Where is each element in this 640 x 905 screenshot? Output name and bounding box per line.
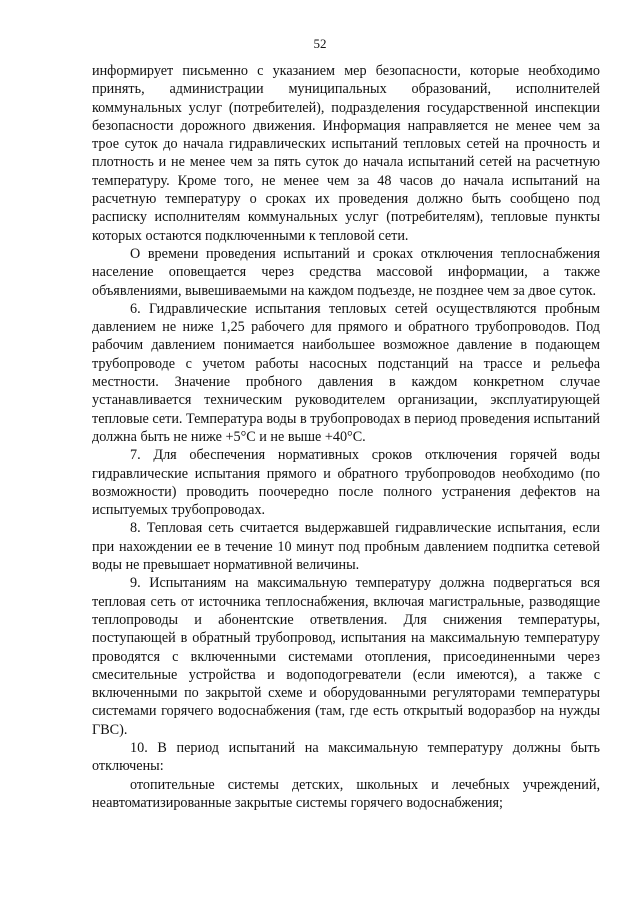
paragraph-item-10-list: отопительные системы детских, школьных и лечебных учреждений, неавтоматизированные закрытые системы горячего водоснабжения; xyxy=(92,776,600,811)
paragraph-item-7: 7. Для обеспечения нормативных сроков отключения горячей воды гидравлические испытания прямого и обратного трубопроводов необходимо (по возможности) проводить поочередно после полного устранения дефектов на испытуемых трубопроводах. xyxy=(92,447,600,519)
paragraph-item-8: 8. Тепловая сеть считается выдержавшей гидравлические испытания, если при нахождении ее в течение 10 минут под пробным давлением подпитка сетевой воды не превышает нормативной величины. xyxy=(92,520,600,574)
paragraph-item-10: 10. В период испытаний на максимальную температуру должны быть отключены: xyxy=(92,739,600,775)
paragraph-item-9: 9. Испытаниям на максимальную температуру должна подвергаться вся тепловая сеть от источника теплоснабжения, включая магистральные, разводящие теплопроводы и абонентские ответвления. Для снижения температуры, поступающей в обратный трубопровод, испытания на максимальную температуру проводятся с включенными системами отопления, присоединенными через смесительные устройства и водоподогреватели (если имеются), а также с включенными по закрытой схеме и оборудованными регуляторами температуры системами горячего водоснабжения (там, где есть открытый водоразбор на нужды ГВС). xyxy=(92,575,600,738)
paragraph-outage-notice: О времени проведения испытаний и сроках отключения теплоснабжения население оповещается через средства массовой информации, а также объявлениями, вывешиваемыми на каждом подъезде, не позднее чем за двое суток. xyxy=(92,245,600,299)
paragraph-notification-continued: информирует письменно с указанием мер безопасности, которые необходимо принять, администрации муниципальных образований, исполнителей коммунальных услуг (потребителей), подразделения государственной инспекции безопасности дорожного движения. Информация направляется не менее чем за трое суток до начала гидравлических испытаний тепловых сетей на прочность и плотность и не менее чем за пять суток до начала испытаний сетей на расчетную температуру. Кроме того, не менее чем за 48 часов до начала испытаний на расчетную температуру о сроках их проведения должно быть сообщено под расписку исполнителям коммунальных услуг (потребителям), тепловые пункты которых остаются подключенными к тепловой сети. xyxy=(92,63,600,244)
document-body xyxy=(92,62,600,812)
paragraph-item-6: 6. Гидравлические испытания тепловых сетей осуществляются пробным давлением не ниже 1,25 рабочего для прямого и обратного трубопроводов. Под рабочим давлением понимается наибольшее возможное давление в подающем трубопроводе с учетом работы насосных подстанций на трассе и рельефа местности. Значение пробного давления в каждом конкретном случае устанавливается техническим руководителем организации, эксплуатирующей тепловые сети. Температура воды в трубопроводах в период проведения испытаний должна быть не ниже +5°С и не выше +40°С. xyxy=(92,300,600,445)
page-number: 52 xyxy=(313,36,327,51)
